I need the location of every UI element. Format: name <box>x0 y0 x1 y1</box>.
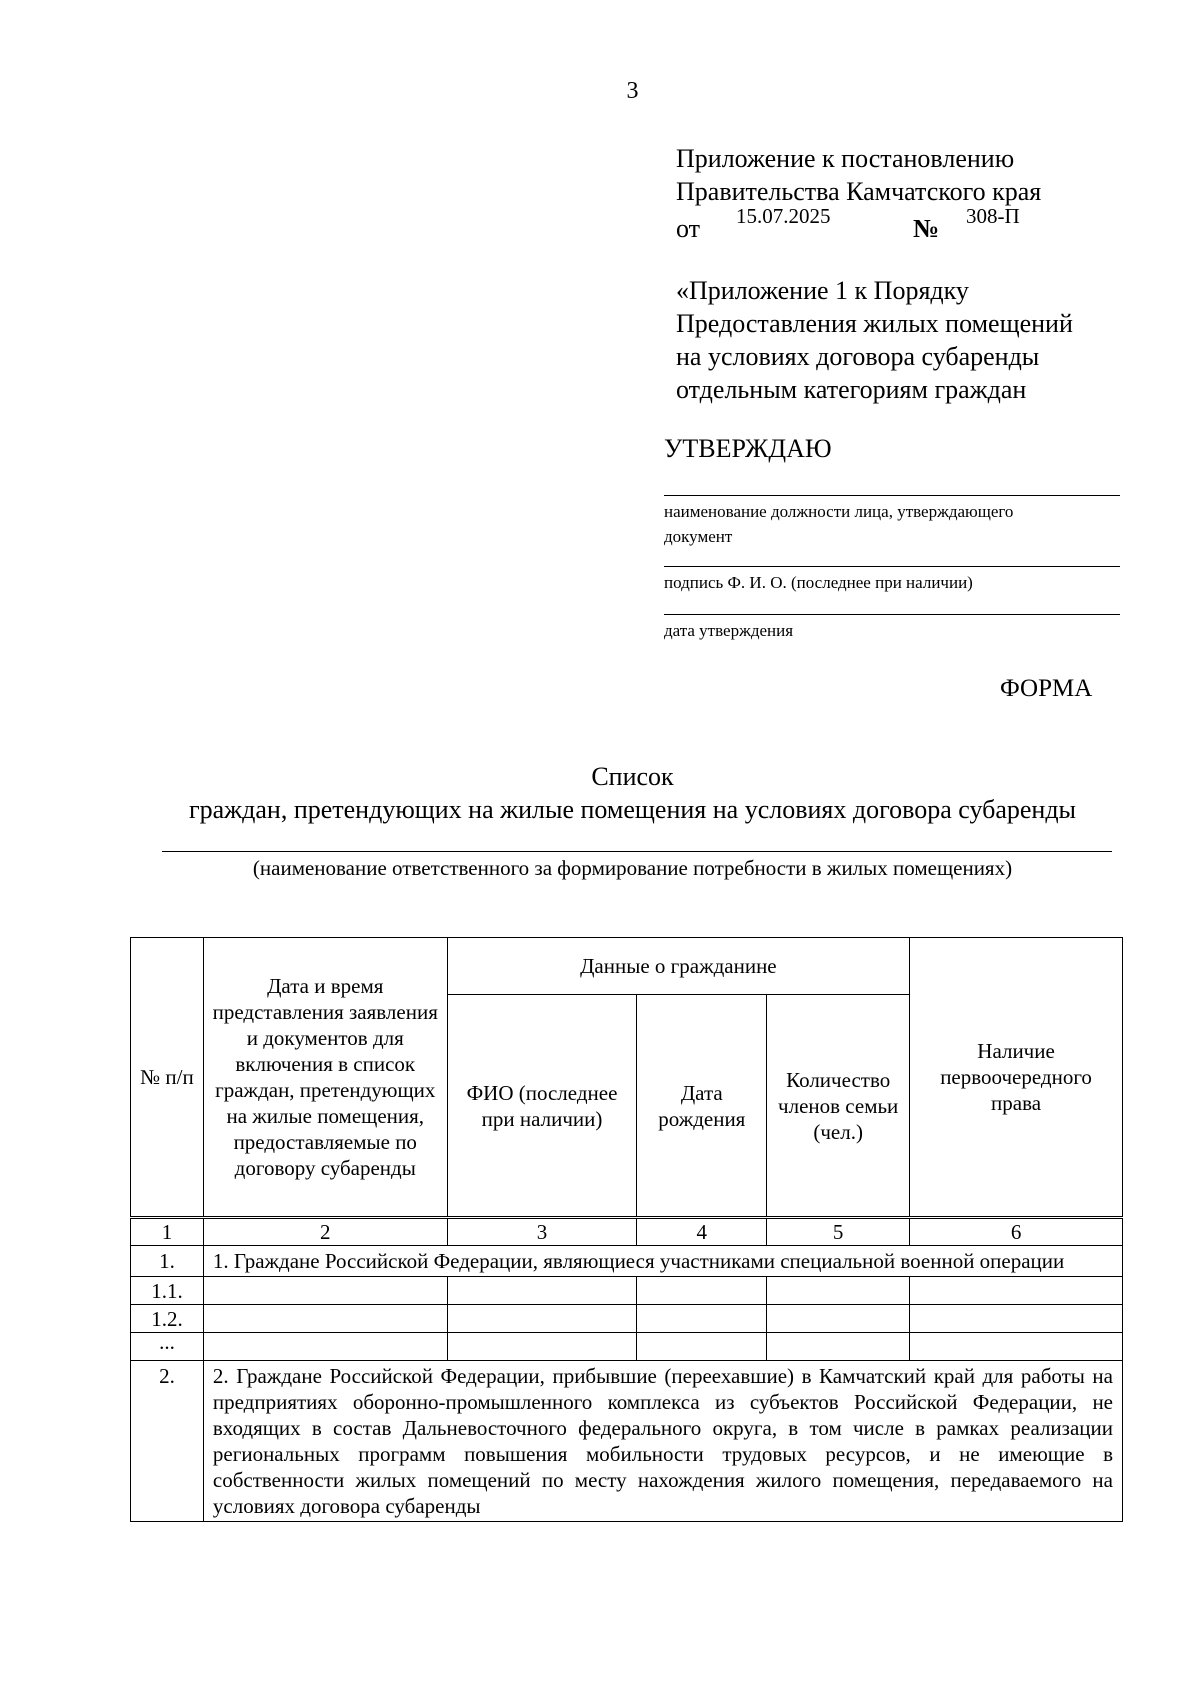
appendix1-line-1: «Приложение 1 к Порядку <box>676 276 969 305</box>
col-number: 6 <box>910 1218 1123 1246</box>
appendix1-heading <box>676 274 1176 406</box>
list-title-line-2: граждан, претендующих на жилые помещения на условиях договора субаренды <box>188 795 1077 824</box>
date-caption: дата утверждения <box>664 621 794 640</box>
appendix1-line-3: на условиях договора субаренды <box>676 342 1040 371</box>
appendix-line-1: Приложение к постановлению <box>676 144 1015 173</box>
table-cell[interactable] <box>767 1305 910 1333</box>
col-number: 3 <box>447 1218 637 1246</box>
form-label: ФОРМА <box>1000 675 1093 702</box>
header-num: № п/п <box>131 938 204 1218</box>
responsible-line <box>162 851 1112 852</box>
name-signature-field <box>664 566 1120 595</box>
table-row <box>131 1277 1123 1305</box>
col-number: 4 <box>637 1218 767 1246</box>
table-cell[interactable] <box>637 1305 767 1333</box>
section-row <box>131 1361 1123 1522</box>
header-citizen-data: Данные о гражданине <box>447 938 910 995</box>
header-fio: ФИО (последнее при наличии) <box>447 995 637 1218</box>
table-row <box>131 1333 1123 1361</box>
row-number: 1.2. <box>131 1305 204 1333</box>
position-signature-field <box>664 495 1120 549</box>
section-text: 1. Граждане Российской Федерации, являющиеся участниками специальной военной операции <box>203 1246 1122 1277</box>
header-birth-date: Дата рождения <box>637 995 767 1218</box>
header-family-count: Количество членов семьи (чел.) <box>767 995 910 1218</box>
table-cell[interactable] <box>447 1333 637 1361</box>
appendix1-line-2: Предоставления жилых помещений <box>676 309 1073 338</box>
from-label: от <box>676 214 701 243</box>
col-number: 2 <box>203 1218 447 1246</box>
table-cell[interactable] <box>447 1305 637 1333</box>
responsible-caption: (наименование ответственного за формирование потребности в жилых помещениях) <box>252 856 1013 880</box>
header-date: Дата и время представления заявления и документов для включения в список граждан, претендующих на жилые помещения, предоставляемые по договору субаренды <box>203 938 447 1218</box>
table-cell[interactable] <box>910 1277 1123 1305</box>
column-number-row <box>131 1218 1123 1246</box>
table-cell[interactable] <box>637 1277 767 1305</box>
row-number: ... <box>131 1333 204 1361</box>
table-cell[interactable] <box>910 1333 1123 1361</box>
position-caption: наименование должности лица, утверждающего документ <box>664 502 1014 546</box>
appendix-heading <box>676 142 1196 208</box>
page-number: 3 <box>626 78 639 104</box>
table-cell[interactable] <box>637 1333 767 1361</box>
table-cell[interactable] <box>767 1277 910 1305</box>
table-cell[interactable] <box>767 1333 910 1361</box>
table-cell[interactable] <box>203 1277 447 1305</box>
appendix-line-2: Правительства Камчатского края <box>676 177 1042 206</box>
table-cell[interactable] <box>203 1333 447 1361</box>
col-number: 5 <box>767 1218 910 1246</box>
citizens-table <box>130 937 1123 1522</box>
table-cell[interactable] <box>203 1305 447 1333</box>
row-number: 1.1. <box>131 1277 204 1305</box>
list-title-line-1: Список <box>591 762 674 791</box>
table-row <box>131 1305 1123 1333</box>
table-cell[interactable] <box>910 1305 1123 1333</box>
name-caption: подпись Ф. И. О. (последнее при наличии) <box>664 573 973 592</box>
section-number: 2. <box>131 1361 204 1522</box>
section-number: 1. <box>131 1246 204 1277</box>
section-row <box>131 1246 1123 1277</box>
resolution-date: 15.07.2025 <box>736 204 831 228</box>
table-cell[interactable] <box>447 1277 637 1305</box>
section-text: 2. Граждане Российской Федерации, прибывшие (переехавшие) в Камчатский край для работы на предприятиях оборонно-промышленного комплекса из субъектов Российской Федерации, не входящих в состав Дальневосточного федерального округа, в том числе в рамках реализации региональных программ повышения мобильности трудовых ресурсов, и не имеющие в собственности жилых помещений по месту нахождения жилого помещения, передаваемого на условиях договора субаренды <box>203 1361 1122 1522</box>
appendix1-line-4: отдельным категориям граждан <box>676 375 1027 404</box>
header-priority: Наличие первоочередного права <box>910 938 1123 1218</box>
approve-title: УТВЕРЖДАЮ <box>664 434 832 463</box>
date-signature-field <box>664 614 1120 643</box>
number-sign: № <box>913 214 940 243</box>
resolution-number: 308-П <box>966 204 1020 228</box>
col-number: 1 <box>131 1218 204 1246</box>
resolution-date-row <box>676 204 1196 244</box>
list-title <box>0 760 1200 826</box>
